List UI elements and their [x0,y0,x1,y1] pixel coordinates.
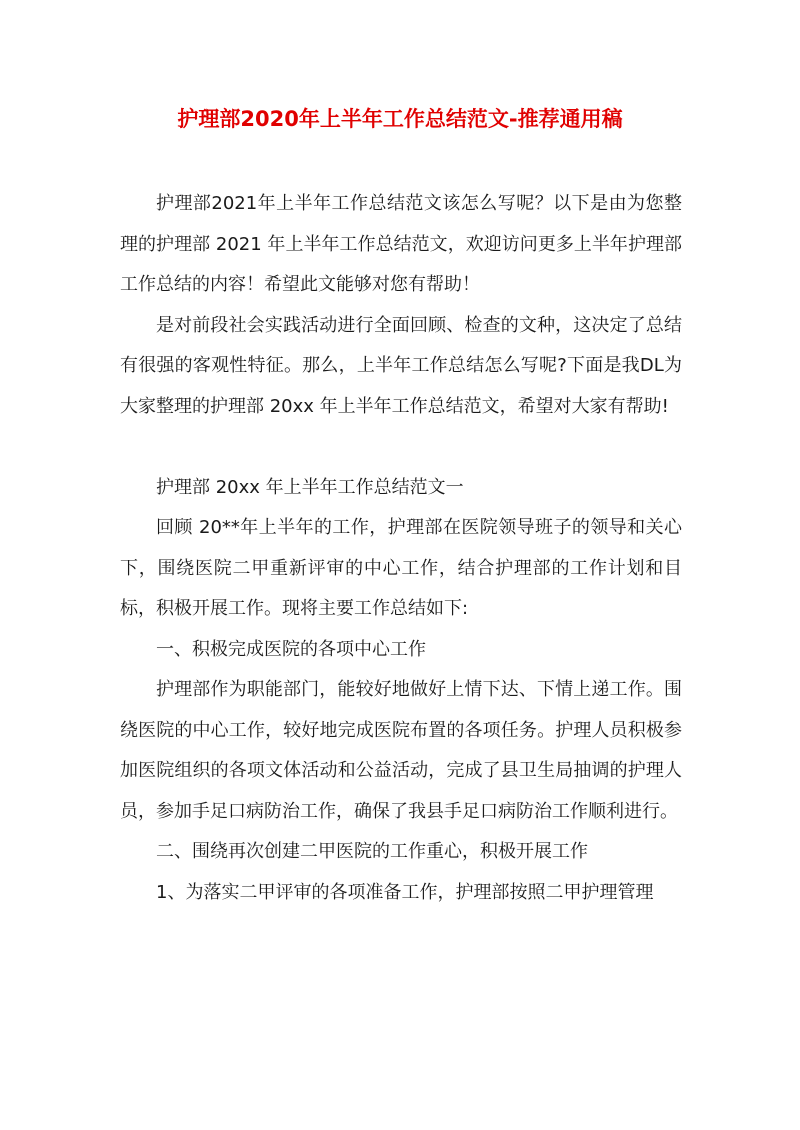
heading-part-one: 一、积极完成医院的各项中心工作 [156,638,426,660]
section-heading: 护理部 20xx 年上半年工作总结范文一 [156,476,464,498]
document-body [120,184,682,913]
heading-part-two: 二、围绕再次创建二甲医院的工作重心，积极开展工作 [156,841,588,862]
document-title: 护理部2020年上半年工作总结范文-推荐通用稿 [177,107,623,131]
paragraph-intro: 护理部2021年上半年工作总结范文该怎么写呢？以下是由为您整理的护理部 2021 年上半年工作总结范文，欢迎访问更多上半年护理部工作总结的内容！希望此文能够对您有帮助！ [120,193,682,295]
paragraph-part-two-item-1: 1、为落实二甲评审的各项准备工作，护理部按照二甲护理管理 [156,881,654,903]
paragraph-review: 回顾 20**年上半年的工作，护理部在医院领导班子的领导和关心下，围绕医院二甲重新评审的中心工作，结合护理部的工作计划和目标，积极开展工作。现将主要工作总结如下: [120,517,682,619]
paragraph-summary-nature: 是对前段社会实践活动进行全面回顾、检查的文种，这决定了总结有很强的客观性特征。那么，上半年工作总结怎么写呢?下面是我DL为大家整理的护理部 20xx 年上半年工作总结范文，希望对大家有帮助! [120,314,682,417]
paragraph-part-one: 护理部作为职能部门，能较好地做好上情下达、下情上递工作。围绕医院的中心工作，较好地完成医院布置的各项任务。护理人员积极参加医院组织的各项文体活动和公益活动，完成了县卫生局抽调的护理人员，参加手足口病防治工作，确保了我县手足口病防治工作顺利进行。 [120,679,682,822]
